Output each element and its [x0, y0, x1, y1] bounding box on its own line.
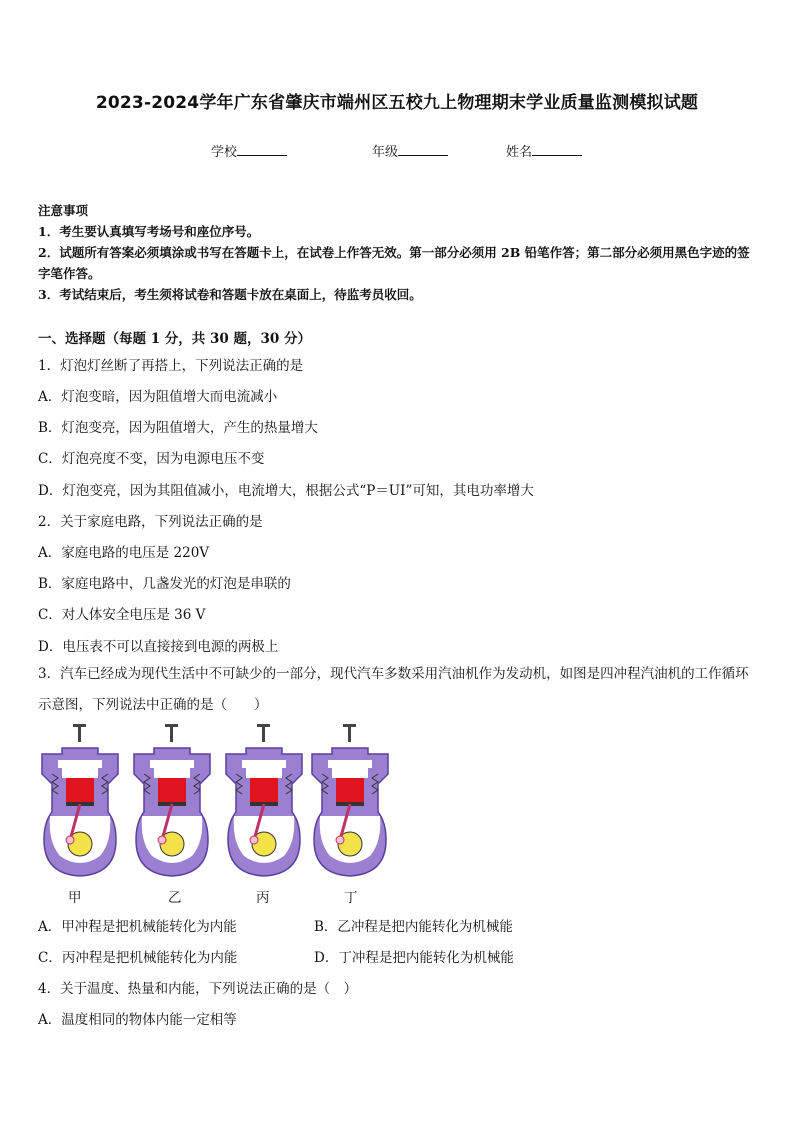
- q1-option-c: C．灯泡亮度不变，因为电源电压不变: [38, 451, 265, 467]
- notice-item: 2．试题所有答案必须填涂或书写在答题卡上，在试卷上作答无效。第一部分必须用 2B 铅笔作答；第二部分必须用黑色字迹的签字笔作答。: [38, 245, 750, 281]
- notice-heading: 注意事项: [38, 203, 89, 218]
- grade-blank: [398, 143, 448, 156]
- q1-option-a: A．灯泡变暗，因为阻值增大而电流减小: [38, 389, 278, 405]
- q1-stem: 1．灯泡灯丝断了再搭上，下列说法正确的是: [38, 358, 304, 374]
- engine-figure-bing: [226, 724, 302, 876]
- q4-option-a: A．温度相同的物体内能一定相等: [38, 1012, 237, 1028]
- q3-stem: 3．汽车已经成为现代生活中不可缺少的一部分，现代汽车多数采用汽油机作为发动机，如图是四冲程汽油机的工作循环示意图，下列说法中正确的是（ ）: [38, 666, 749, 713]
- name-field: [506, 141, 582, 160]
- q3-option-b: B．乙冲程是把内能转化为机械能: [314, 919, 513, 935]
- figure-label-ding: 丁: [344, 890, 358, 906]
- engine-figure-ding: [312, 724, 388, 876]
- q3-option-d: D．丁冲程是把内能转化为机械能: [314, 950, 514, 966]
- engine-figure-jia: [42, 724, 118, 876]
- name-blank: [532, 143, 582, 156]
- figure-label-yi: 乙: [168, 890, 182, 906]
- q2-stem: 2．关于家庭电路，下列说法正确的是: [38, 514, 263, 530]
- engine-figure-yi: [134, 724, 210, 876]
- q3-option-a: A．甲冲程是把机械能转化为内能: [38, 919, 237, 935]
- q4-stem: 4．关于温度、热量和内能，下列说法正确的是（ ）: [38, 981, 358, 997]
- school-label: 学校: [211, 145, 238, 160]
- q2-option-d: D．电压表不可以直接接到电源的两极上: [38, 639, 279, 655]
- q2-option-a: A．家庭电路的电压是 220V: [38, 545, 210, 561]
- notice-item: 1．考生要认真填写考场号和座位序号。: [38, 224, 260, 239]
- q1-option-b: B．灯泡变亮，因为阻值增大，产生的热量增大: [38, 420, 318, 436]
- engine-stroke-figures: [36, 724, 396, 902]
- q2-option-b: B．家庭电路中，几盏发光的灯泡是串联的: [38, 576, 291, 592]
- q1-option-d: D．灯泡变亮，因为其阻值减小，电流增大，根据公式“P＝UI”可知，其电功率增大: [38, 483, 534, 499]
- page-title: 2023-2024学年广东省肇庆市端州区五校九上物理期末学业质量监测模拟试题: [95, 93, 699, 113]
- section-heading: 一、选择题（每题 1 分，共 30 题，30 分）: [38, 331, 311, 347]
- q2-option-c: C．对人体安全电压是 36 V: [38, 607, 206, 623]
- school-blank: [237, 143, 287, 156]
- grade-label: 年级: [372, 145, 399, 160]
- notice-item: 3．考试结束后，考生须将试卷和答题卡放在桌面上，待监考员收回。: [38, 287, 422, 302]
- figure-label-jia: 甲: [68, 890, 82, 906]
- grade-field: [372, 141, 448, 160]
- figure-label-bing: 丙: [256, 890, 270, 906]
- school-field: [211, 141, 287, 160]
- name-label: 姓名: [506, 145, 533, 160]
- notice-block: [38, 200, 762, 305]
- q3-option-c: C．丙冲程是把机械能转化为内能: [38, 950, 238, 966]
